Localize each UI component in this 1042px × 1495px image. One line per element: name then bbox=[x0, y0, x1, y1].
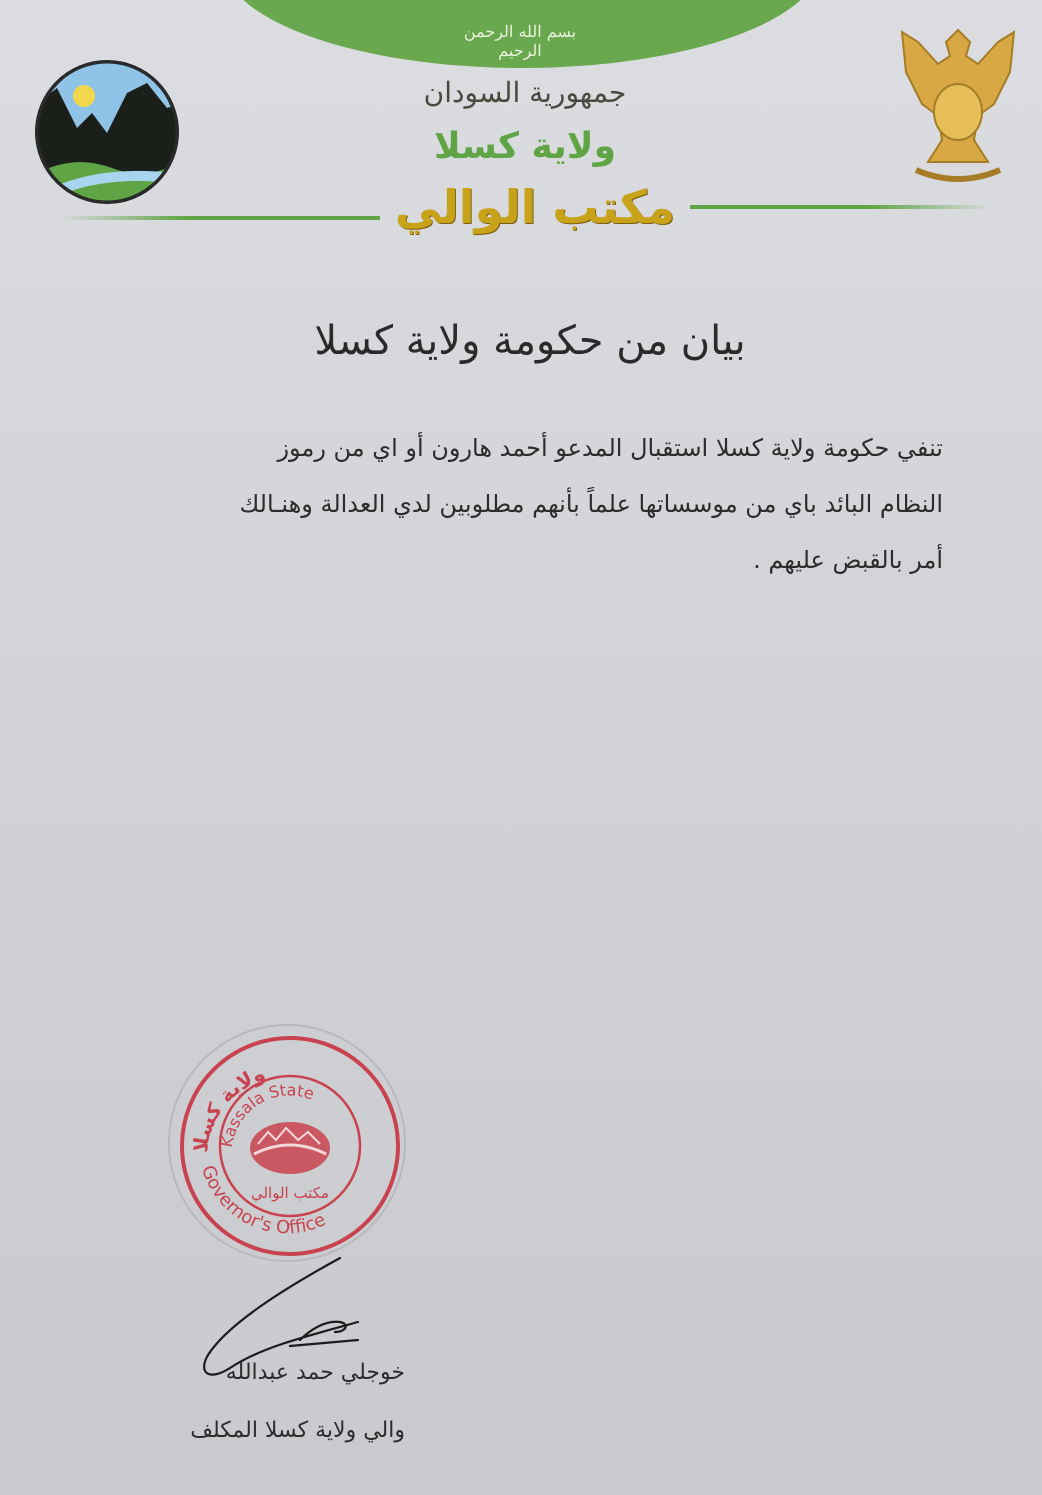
stamp-arabic-top: ولاية كسلا bbox=[187, 1060, 269, 1154]
statement-line: أمر بالقبض عليهم . bbox=[753, 546, 943, 574]
letterhead-rule-left bbox=[60, 216, 380, 220]
state-heading: ولاية كسلا bbox=[434, 126, 616, 167]
emblem-icon bbox=[888, 12, 1028, 192]
statement-title: بيان من حكومة ولاية كسلا bbox=[314, 318, 746, 364]
letterhead-rule-right bbox=[690, 205, 990, 209]
republic-heading: جمهورية السودان bbox=[423, 76, 627, 109]
stamp-english-top: Kassala State bbox=[217, 1080, 317, 1149]
statement-body bbox=[168, 420, 943, 588]
statement-line: تنفي حكومة ولاية كسلا استقبال المدعو أحمد هارون أو اي من رموز bbox=[277, 434, 943, 462]
statement-line: النظام البائد باي من موسساتها علماً بأنهم مطلوبين لدي العدالة وهنـالك bbox=[239, 490, 943, 518]
signer-name: خوجلي حمد عبدالله bbox=[225, 1360, 405, 1385]
stamp-english-bottom: Governor's Office bbox=[197, 1162, 329, 1239]
state-logo-icon bbox=[32, 58, 182, 206]
basmala-text: بسم الله الرحمن الرحيم bbox=[463, 22, 577, 60]
stamp-arabic-bottom: مكتب الوالي bbox=[250, 1184, 330, 1202]
signer-title: والي ولاية كسلا المكلف bbox=[190, 1418, 405, 1443]
stamp-mountain-icon bbox=[250, 1122, 330, 1174]
official-stamp-icon bbox=[162, 1018, 412, 1268]
office-heading: مكتب الوالي bbox=[394, 180, 676, 234]
